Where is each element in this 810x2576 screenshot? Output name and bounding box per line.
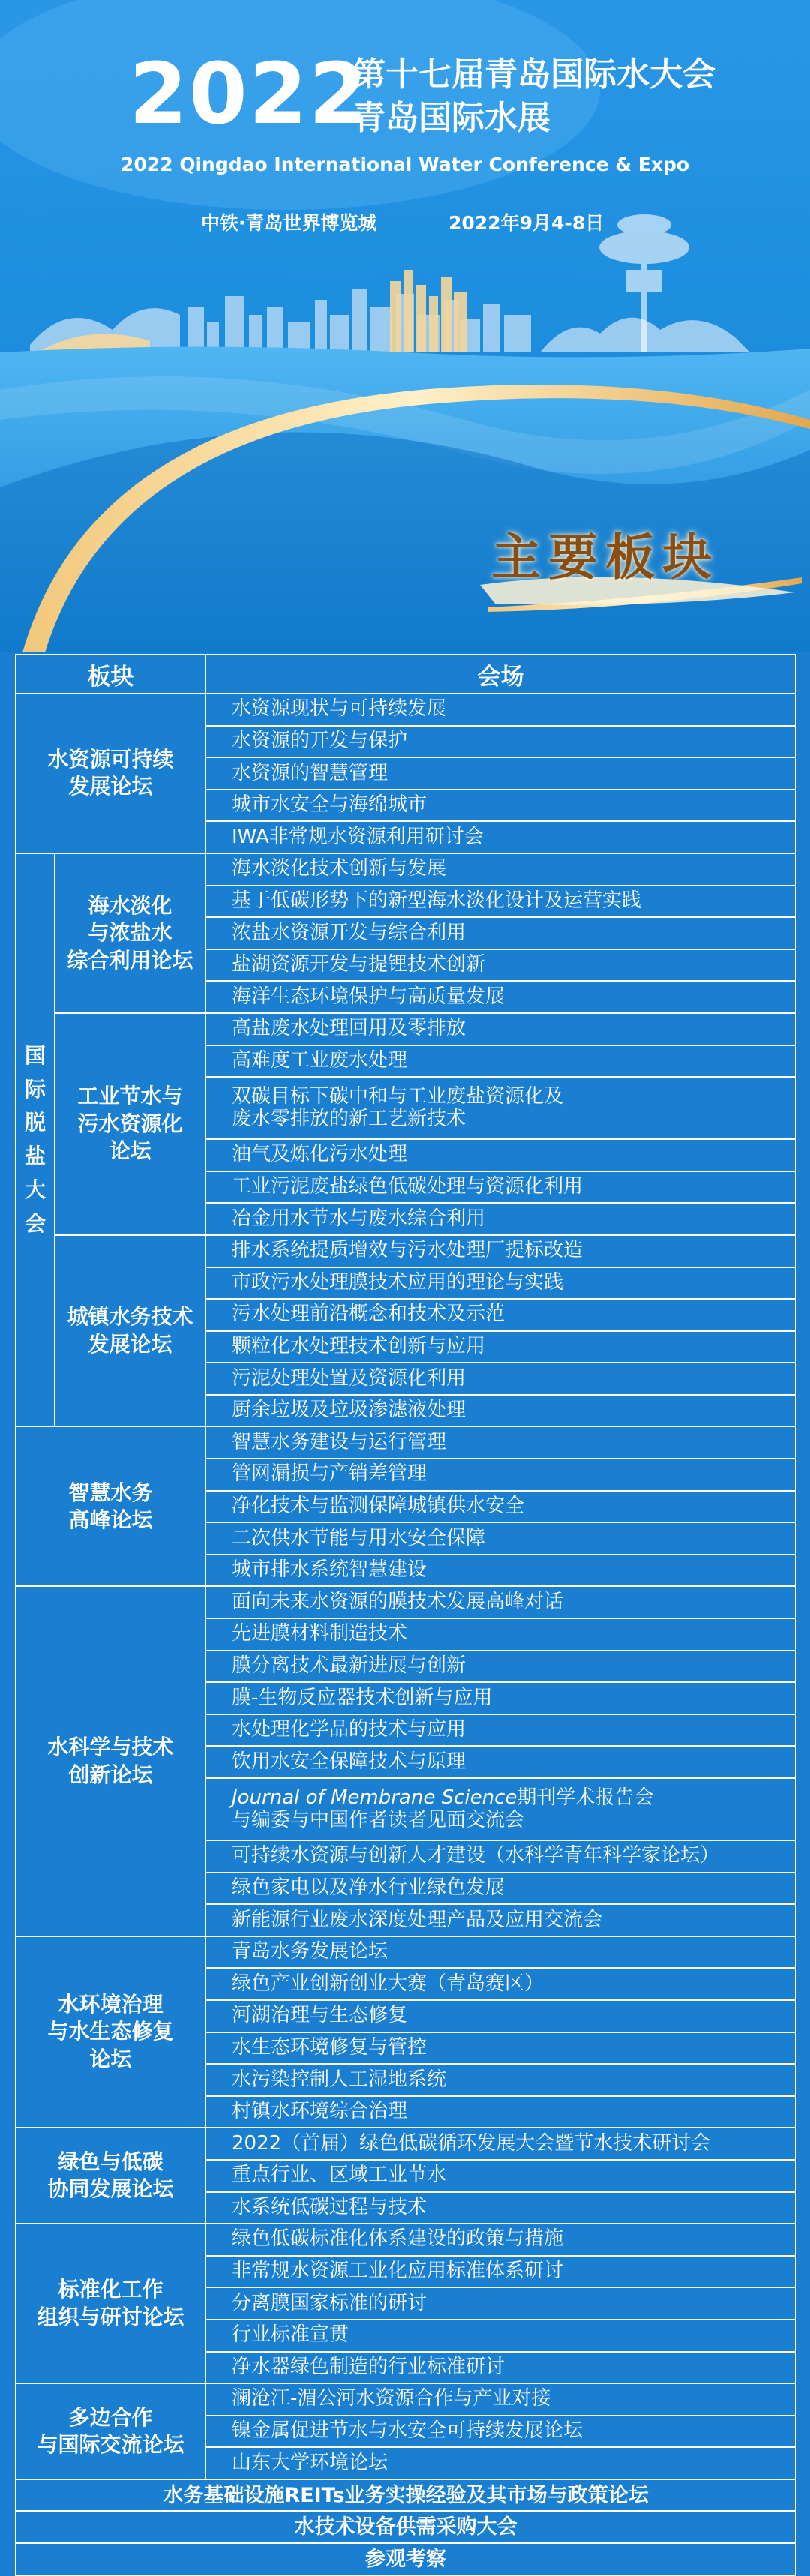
venue-cell: 饮用水安全保障技术与原理 bbox=[206, 1746, 796, 1778]
table-row bbox=[16, 2479, 796, 2512]
venue-cell: 城市排水系统智慧建设 bbox=[206, 1555, 796, 1587]
venue-cell: 双碳目标下碳中和与工业废盐资源化及 废水零排放的新工艺新技术 bbox=[206, 1077, 796, 1139]
venue-cell: 水资源的智慧管理 bbox=[206, 757, 796, 790]
table-row bbox=[16, 1235, 796, 1267]
venue-cell: 海水淡化技术创新与发展 bbox=[206, 853, 796, 886]
section-name: 工业节水与 污水资源化 论坛 bbox=[55, 1013, 206, 1235]
venue-cell: 膜分离技术最新进展与创新 bbox=[206, 1651, 796, 1683]
venue-cell: 青岛水务发展论坛 bbox=[206, 1936, 796, 1969]
table-row bbox=[16, 2128, 796, 2160]
spanning-row-visit: 参观考察 bbox=[16, 2543, 796, 2575]
section-name: 海水淡化 与浓盐水 综合利用论坛 bbox=[55, 853, 206, 1013]
section-name: 智慧水务 高峰论坛 bbox=[16, 1426, 206, 1586]
venue-cell: 绿色家电以及净水行业绿色发展 bbox=[206, 1873, 796, 1905]
venue-cell: 净水器绿色制造的行业标准研讨 bbox=[206, 2352, 796, 2384]
venue-cell: 绿色产业创新创业大赛（青岛赛区） bbox=[206, 1968, 796, 2000]
section-name: 水环境治理 与水生态修复 论坛 bbox=[16, 1936, 206, 2128]
venue-cell: 镍金属促进节水与水安全可持续发展论坛 bbox=[206, 2416, 796, 2448]
venue-cell: 海洋生态环境保护与高质量发展 bbox=[206, 981, 796, 1013]
spanning-row-procurement: 水技术设备供需采购大会 bbox=[16, 2511, 796, 2543]
table-row bbox=[16, 853, 796, 886]
forum-table bbox=[15, 654, 795, 2571]
table-row bbox=[16, 2383, 796, 2416]
venue-cell: 河湖治理与生态修复 bbox=[206, 2000, 796, 2032]
event-year: 2022 bbox=[129, 46, 369, 143]
venue-cell: 行业标准宣贯 bbox=[206, 2320, 796, 2352]
venue-cell: 城市水安全与海绵城市 bbox=[206, 790, 796, 822]
venue-cell-journal bbox=[206, 1778, 796, 1840]
venue-cell: 基于低碳形势下的新型海水淡化设计及运营实践 bbox=[206, 886, 796, 918]
column-header-section: 板块 bbox=[16, 655, 206, 694]
table-row bbox=[16, 1586, 796, 1618]
journal-meeting: 与编委与中国作者读者见面交流会 bbox=[232, 1808, 525, 1831]
venue-cell: 重点行业、区域工业节水 bbox=[206, 2160, 796, 2192]
venue-cell: 膜-生物反应器技术创新与应用 bbox=[206, 1682, 796, 1714]
forum-schedule-table bbox=[15, 654, 796, 2576]
event-english-title: 2022 Qingdao International Water Conference & Expo bbox=[120, 154, 690, 175]
venue-cell: 管网漏损与产销差管理 bbox=[206, 1459, 796, 1491]
venue-cell: 水资源现状与可持续发展 bbox=[206, 694, 796, 726]
section-name: 标准化工作 组织与研讨论坛 bbox=[16, 2224, 206, 2383]
table-row bbox=[16, 1013, 796, 1045]
venue-cell: 智慧水务建设与运行管理 bbox=[206, 1426, 796, 1459]
venue-cell: 污泥处理处置及资源化利用 bbox=[206, 1363, 796, 1395]
venue-cell: 绿色低碳标准化体系建设的政策与措施 bbox=[206, 2224, 796, 2256]
event-title-line1: 第十七届青岛国际水大会 bbox=[352, 55, 716, 94]
column-header-venue: 会场 bbox=[206, 655, 796, 694]
table-header-row bbox=[16, 655, 796, 694]
venue-cell: 颗粒化水处理技术创新与应用 bbox=[206, 1331, 796, 1363]
table-row bbox=[16, 694, 796, 726]
venue-cell: 冶金用水节水与废水综合利用 bbox=[206, 1203, 796, 1235]
venue-cell: 水系统低碳过程与技术 bbox=[206, 2192, 796, 2224]
venue-cell: 可持续水资源与创新人才建设（水科学青年科学家论坛） bbox=[206, 1840, 796, 1873]
section-name: 城镇水务技术 发展论坛 bbox=[55, 1235, 206, 1427]
section-title: 主要板块 bbox=[491, 528, 719, 586]
venue-cell: 非常规水资源工业化应用标准体系研讨 bbox=[206, 2256, 796, 2288]
event-title-line2: 青岛国际水展 bbox=[352, 99, 550, 137]
venue-cell: 水处理化学品的技术与应用 bbox=[206, 1714, 796, 1747]
journal-name: Journal of Membrane Science bbox=[232, 1786, 518, 1809]
venue-cell: 浓盐水资源开发与综合利用 bbox=[206, 917, 796, 949]
venue-cell: 新能源行业废水深度处理产品及应用交流会 bbox=[206, 1904, 796, 1936]
table-row bbox=[16, 2543, 796, 2575]
venue-cell: 厨余垃圾及垃圾渗滤液处理 bbox=[206, 1395, 796, 1427]
hero-banner bbox=[0, 0, 810, 652]
event-venue: 中铁·青岛世界博览城 bbox=[201, 212, 377, 234]
venue-cell: 分离膜国家标准的研讨 bbox=[206, 2287, 796, 2320]
venue-cell: 盐湖资源开发与提锂技术创新 bbox=[206, 949, 796, 982]
journal-report: 期刊学术报告会 bbox=[517, 1786, 654, 1809]
venue-cell: 面向未来水资源的膜技术发展高峰对话 bbox=[206, 1586, 796, 1618]
section-name: 水科学与技术 创新论坛 bbox=[16, 1586, 206, 1936]
venue-cell: 水资源的开发与保护 bbox=[206, 726, 796, 758]
venue-cell: 高难度工业废水处理 bbox=[206, 1045, 796, 1078]
table-row bbox=[16, 2224, 796, 2256]
parent-section-name: 国 际 脱 盐 大 会 bbox=[16, 853, 55, 1427]
venue-cell: 油气及炼化污水处理 bbox=[206, 1139, 796, 1171]
venue-cell: 排水系统提质增效与污水处理厂提标改造 bbox=[206, 1235, 796, 1267]
venue-cell: 澜沧江-湄公河水资源合作与产业对接 bbox=[206, 2383, 796, 2416]
section-name: 水资源可持续 发展论坛 bbox=[16, 694, 206, 853]
venue-cell: 2022（首届）绿色低碳循环发展大会暨节水技术研讨会 bbox=[206, 2128, 796, 2160]
venue-cell: 村镇水环境综合治理 bbox=[206, 2096, 796, 2128]
venue-cell: 水生态环境修复与管控 bbox=[206, 2032, 796, 2065]
event-dates: 2022年9月4-8日 bbox=[448, 212, 604, 234]
venue-cell: 二次供水节能与用水安全保障 bbox=[206, 1522, 796, 1555]
table-row bbox=[16, 1426, 796, 1459]
venue-cell: 市政污水处理膜技术应用的理论与实践 bbox=[206, 1267, 796, 1300]
venue-cell: IWA非常规水资源利用研讨会 bbox=[206, 821, 796, 853]
venue-cell: 山东大学环境论坛 bbox=[206, 2447, 796, 2479]
section-name: 绿色与低碳 协同发展论坛 bbox=[16, 2128, 206, 2224]
venue-cell: 水污染控制人工湿地系统 bbox=[206, 2064, 796, 2096]
venue-cell: 先进膜材料制造技术 bbox=[206, 1618, 796, 1651]
venue-cell: 污水处理前沿概念和技术及示范 bbox=[206, 1299, 796, 1331]
spanning-row-reits: 水务基础设施REITs业务实操经验及其市场与政策论坛 bbox=[16, 2479, 796, 2512]
table-row bbox=[16, 2511, 796, 2543]
table-row bbox=[16, 1936, 796, 1969]
venue-cell: 高盐废水处理回用及零排放 bbox=[206, 1013, 796, 1045]
venue-cell: 净化技术与监测保障城镇供水安全 bbox=[206, 1491, 796, 1523]
section-name: 多边合作 与国际交流论坛 bbox=[16, 2383, 206, 2479]
venue-cell: 工业污泥废盐绿色低碳处理与资源化利用 bbox=[206, 1171, 796, 1204]
